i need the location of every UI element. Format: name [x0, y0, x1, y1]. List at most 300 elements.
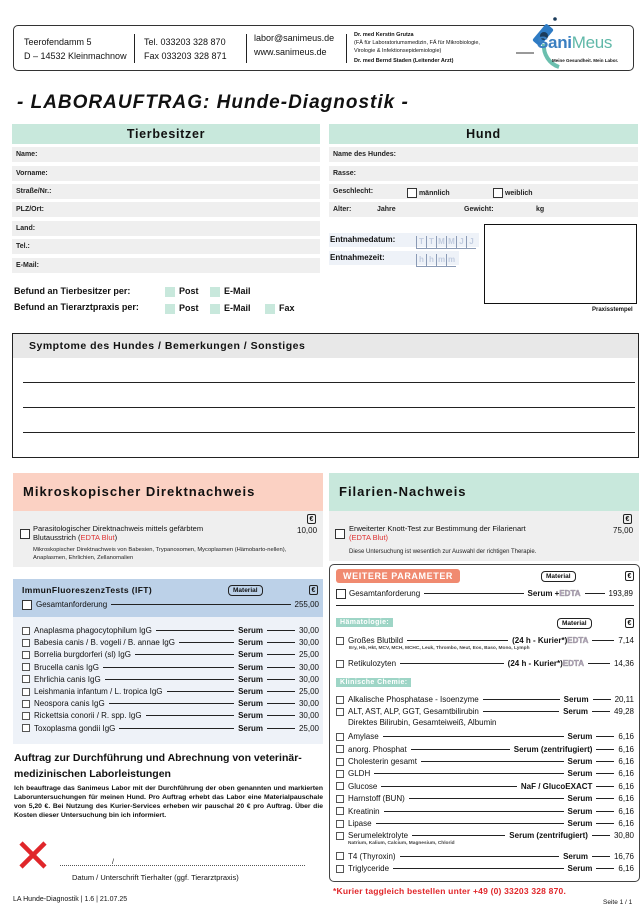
date-digit[interactable]: J: [456, 236, 466, 248]
test-row[interactable]: [22, 686, 319, 697]
test-row[interactable]: [336, 706, 634, 717]
leader-line: [384, 811, 564, 812]
dog-heading: Hund: [329, 124, 638, 144]
micro-section: [13, 511, 323, 567]
item-name: Brucella canis IgG: [34, 662, 99, 672]
dog-sex-row: [329, 184, 638, 199]
item-price: 193,89: [608, 589, 633, 598]
date-digit[interactable]: M: [436, 236, 446, 248]
item-material: Serum (zentrifugiert): [509, 831, 588, 841]
test-row[interactable]: [22, 637, 319, 648]
item-price: 6,16: [618, 744, 634, 754]
item-price: 30,00: [298, 699, 319, 709]
practice-stamp-box[interactable]: [484, 224, 637, 304]
micro-note: Mikroskopischer Direktnachweis von Babesien, Trypanosomen, Mycoplasmen (Hämobarto-nellen), Anaplasmen, Ehrlichien, Zellanomalien: [33, 547, 287, 561]
owner-street-field[interactable]: Straße/Nr.:: [12, 184, 320, 199]
owner-email-field[interactable]: E-Mail:: [12, 258, 320, 273]
checkbox-icon[interactable]: [336, 745, 344, 753]
item-price: 25,00: [298, 687, 319, 696]
sample-date-label: Entnahmedatum:: [330, 235, 396, 244]
item-price: 16,76: [613, 851, 634, 861]
item-price: 6,16: [618, 781, 634, 791]
phone-number: Tel. 033203 328 870: [144, 37, 226, 47]
test-row[interactable]: [336, 830, 634, 841]
doctor-title: Virologie & Infektionsepidemiologie): [354, 48, 442, 54]
test-row[interactable]: [22, 662, 319, 673]
material-column-label: Material: [228, 585, 263, 596]
item-price: 25,00: [298, 723, 319, 733]
owner-name-field[interactable]: Name:: [12, 147, 320, 162]
item-material: Serum: [567, 732, 593, 742]
item-price: 6,16: [618, 806, 634, 816]
test-row[interactable]: [22, 698, 319, 709]
courier-note: *Kurier taggleich bestellen unter +49 (0) 33203 328 870.: [333, 886, 567, 896]
address-street: Teerofendamm 5: [24, 37, 92, 47]
option-label: E-Mail: [224, 303, 251, 313]
item-name: Großes Blutbild: [348, 636, 404, 645]
page-title: - LABORAUFTRAG: Hunde-Diagnostik -: [17, 92, 409, 113]
consent-heading: Auftrag zur Durchführung und Abrechnung von veterinär-medizinischen Laborleistungen: [14, 752, 302, 780]
date-boxes[interactable]: [416, 234, 476, 249]
item-price: 49,28: [613, 707, 634, 717]
item-name: ALT, AST, ALP, GGT, Gesamtbilirubin: [348, 707, 479, 717]
item-name: Neospora canis IgG: [34, 699, 105, 709]
item-material: Serum: [238, 674, 263, 684]
euro-icon: €: [309, 585, 318, 595]
time-digit[interactable]: m: [447, 255, 456, 264]
owner-email-checkbox[interactable]: [210, 286, 251, 297]
option-label: Post: [179, 286, 199, 296]
item-price: 25,00: [298, 650, 319, 660]
address: [24, 35, 127, 63]
item-material: Serum: [567, 819, 593, 828]
date-digit[interactable]: T: [426, 236, 436, 248]
test-row[interactable]: [336, 635, 634, 646]
leader-line: [596, 736, 614, 737]
letterhead: [13, 25, 634, 71]
leader-line: [267, 630, 295, 631]
leader-line: [407, 640, 508, 641]
test-row[interactable]: [22, 625, 319, 636]
item-price: 30,00: [298, 711, 319, 721]
test-row[interactable]: [336, 694, 634, 705]
leader-line: [119, 728, 234, 729]
leader-line: [588, 663, 610, 664]
male-checkbox[interactable]: [407, 186, 450, 201]
item-note: Ery, Hb, Hkt, MCV, MCH, MCHC, Leuk, Thrombo, Neut, Eos, Baso, Mono, Lymph: [349, 646, 530, 651]
leader-line: [424, 593, 523, 594]
micro-checkbox[interactable]: [20, 529, 30, 539]
item-name: Ehrlichia canis IgG: [34, 674, 101, 684]
item-material: Serum: [238, 626, 263, 635]
micro-item-label: Parasitologischer Direktnachweis mittels gefärbtem Blutausstrich (EDTA Blut): [33, 524, 204, 542]
checkbox-icon[interactable]: [336, 820, 344, 828]
logo-text: SaniMeus: [537, 33, 613, 52]
symptoms-line[interactable]: [23, 432, 635, 433]
leader-line: [592, 835, 610, 836]
option-label: E-Mail: [224, 286, 251, 296]
item-name: Serumelektrolyte: [348, 831, 409, 841]
owner-heading: Tierbesitzer: [12, 124, 320, 144]
filarien-item-label: Erweiterter Knott-Test zur Bestimmung der Filarienart (EDTA Blut): [349, 524, 526, 542]
checkbox-icon: [165, 287, 175, 297]
test-row[interactable]: [336, 768, 634, 779]
leader-line: [383, 736, 564, 737]
leader-line: [483, 711, 559, 712]
time-digit[interactable]: h: [426, 254, 436, 266]
checkbox-icon[interactable]: [336, 852, 344, 860]
vet-post-checkbox[interactable]: [165, 303, 199, 314]
checkbox-icon[interactable]: [336, 770, 344, 778]
vet-email-checkbox[interactable]: [210, 303, 251, 314]
item-price: 6,16: [618, 819, 634, 828]
test-row[interactable]: [22, 723, 319, 734]
item-name: Harnstoff (BUN): [348, 794, 405, 804]
leader-line: [596, 786, 614, 787]
filarien-section: [329, 511, 639, 561]
item-price: 6,16: [618, 757, 634, 766]
date-digit[interactable]: T: [416, 236, 426, 248]
checkbox-icon[interactable]: [22, 700, 30, 708]
version-label: LA Hunde-Diagnostik | 1.6 | 21.07.25: [13, 896, 128, 903]
leader-line: [400, 856, 560, 857]
sex-label: Geschlecht:: [333, 188, 374, 195]
checkbox-icon: [407, 188, 417, 198]
symptoms-box: [12, 333, 639, 458]
owner-city-field[interactable]: PLZ/Ort:: [12, 202, 320, 217]
checkbox-icon[interactable]: [336, 795, 344, 803]
item-price: 30,00: [298, 638, 319, 648]
dog-breed-field[interactable]: Rasse:: [329, 166, 638, 181]
item-price: 30,00: [298, 626, 319, 635]
test-row[interactable]: [336, 756, 634, 767]
item-price: 30,00: [298, 674, 319, 684]
item-material: Serum: [238, 687, 263, 696]
test-row[interactable]: [336, 806, 634, 817]
leader-line: [596, 823, 614, 824]
filarien-price: 75,00: [613, 526, 634, 535]
item-name: GLDH: [348, 769, 371, 779]
item-name: anorg. Phosphat: [348, 744, 407, 754]
checkbox-icon[interactable]: [336, 865, 344, 873]
filarien-checkbox[interactable]: [335, 529, 345, 539]
befund-owner-label: Befund an Tierbesitzer per:: [14, 286, 131, 296]
divider: [346, 34, 347, 63]
checkbox-icon[interactable]: [336, 782, 344, 790]
checkbox-icon: [493, 188, 503, 198]
owner-firstname-field[interactable]: Vorname:: [12, 166, 320, 181]
filarien-heading: Filarien-Nachweis: [329, 473, 639, 511]
divider: [134, 34, 135, 63]
item-name: Glucose: [348, 781, 378, 791]
item-price: 6,16: [618, 864, 634, 874]
leader-line: [393, 868, 563, 869]
euro-icon: €: [625, 618, 634, 628]
euro-icon: €: [625, 571, 634, 581]
leader-line: [585, 593, 605, 594]
item-material: Serum: [238, 662, 263, 672]
item-material: Serum: [567, 794, 593, 804]
haematology-badge: Hämatologie:: [336, 618, 393, 627]
leader-line: [167, 691, 235, 692]
checkbox-icon: [165, 304, 175, 314]
test-row[interactable]: [22, 710, 319, 721]
fax-number: Fax 033203 328 871: [144, 51, 227, 61]
leader-line: [596, 749, 614, 750]
sign-here-x-icon: [18, 840, 48, 870]
leader-line: [103, 667, 234, 668]
option-label: weiblich: [504, 190, 533, 197]
item-name: Retikulozyten: [348, 659, 397, 668]
test-row[interactable]: [22, 649, 319, 660]
sample-time-label: Entnahmezeit:: [330, 253, 385, 262]
checkbox-icon[interactable]: [22, 627, 30, 635]
checkbox-icon[interactable]: [336, 708, 344, 716]
more-total-row[interactable]: [336, 588, 633, 599]
item-name: Leishmania infantum / L. tropica IgG: [34, 687, 163, 696]
material-column-label: Material: [557, 618, 592, 629]
item-name: Alkalische Phosphatase - Isoenzyme: [348, 695, 479, 704]
item-material: Serum +: [527, 589, 560, 598]
checkbox-icon[interactable]: [22, 675, 30, 683]
signature-label: Datum / Unterschrift Tierhalter (ggf. Tierarztpraxis): [72, 873, 239, 882]
edta-label: EDTA: [567, 636, 589, 645]
divider: [246, 34, 247, 63]
test-row[interactable]: [336, 731, 634, 742]
micro-heading: Mikroskopischer Direktnachweis: [13, 473, 323, 511]
item-price: 14,36: [613, 659, 634, 668]
leader-line: [596, 773, 614, 774]
item-name: Borrelia burgdorferi (sl) IgG: [34, 650, 131, 660]
ift-total-row[interactable]: [22, 599, 319, 610]
checkbox-icon[interactable]: [22, 688, 30, 696]
leader-line: [267, 679, 295, 680]
leader-line: [111, 604, 290, 605]
item-name: Lipase: [348, 819, 372, 828]
test-row[interactable]: [336, 781, 634, 792]
email-link[interactable]: labor@sanimeus.de: [254, 33, 335, 43]
dog-age-weight-row[interactable]: [329, 202, 638, 217]
checkbox-icon[interactable]: [336, 832, 344, 840]
euro-icon: €: [307, 514, 316, 524]
leader-line: [267, 691, 295, 692]
test-row[interactable]: [22, 674, 319, 685]
leader-line: [400, 663, 504, 664]
consent-text: Ich beauftrage das Sanimeus Labor mit der Durchführung der oben genannten und markierten Laboruntersuchungen für meinen Hund. Pro Auftrag erhebt das Labor eine Materialpauschale von 5,20 €. Bei Nutzung des Kurier-Services erheben wir pauschal 20 € pro Auftrag. Über die Kosten dieser Untersuchung bin ich informiert.: [14, 785, 323, 819]
item-name: Cholesterin gesamt: [348, 757, 417, 766]
sample-date-row[interactable]: [329, 233, 479, 247]
test-row[interactable]: [336, 744, 634, 755]
checkbox-icon: [265, 304, 275, 314]
years-label: Jahre: [377, 206, 396, 213]
item-price: 7,14: [618, 636, 634, 645]
divider: [336, 605, 634, 606]
item-name: Gesamtanforderung: [349, 589, 421, 598]
test-row[interactable]: [336, 863, 634, 874]
item-name: Babesia canis / B. vogeli / B. annae IgG: [34, 638, 175, 648]
signature-slash: /: [112, 859, 114, 866]
item-name: T4 (Thyroxin): [348, 851, 396, 861]
checkbox-icon: [210, 304, 220, 314]
checkbox-icon[interactable]: [336, 637, 344, 645]
test-row[interactable]: [336, 793, 634, 804]
item-material: Serum: [563, 851, 588, 861]
item-name: Kreatinin: [348, 806, 380, 816]
item-name: Amylase: [348, 732, 379, 742]
test-row[interactable]: [336, 818, 634, 829]
option-label: Post: [179, 303, 199, 313]
test-row[interactable]: [336, 851, 634, 862]
item-price: 30,80: [613, 831, 634, 841]
kg-label: kg: [536, 206, 545, 213]
leader-line: [135, 654, 234, 655]
web-block: [254, 31, 334, 59]
chemistry-badge: Klinische Chemie:: [336, 678, 411, 687]
item-name: Toxoplasma gondii IgG: [34, 723, 116, 733]
item-price: 6,16: [618, 769, 634, 779]
checkbox-icon[interactable]: [336, 733, 344, 741]
material-column-label: Material: [541, 571, 576, 582]
leader-line: [267, 654, 295, 655]
item-material: Serum: [563, 695, 589, 704]
item-material: Serum: [567, 757, 593, 766]
checkbox-icon[interactable]: [336, 758, 344, 766]
ift-section: [13, 579, 323, 744]
ift-heading: ImmunFluoreszenzTests (IFT): [22, 585, 153, 595]
item-price: 255,00: [294, 600, 319, 609]
item-material: NaF / GlucoEXACT: [520, 781, 593, 791]
logo-slogan: Meine Gesundheit. Mein Labor.: [552, 58, 619, 63]
checkbox-icon: [336, 589, 346, 599]
item-material: Serum: [238, 711, 263, 721]
stamp-label: Praxisstempel: [592, 307, 633, 313]
item-material: (24 h - Kurier*): [512, 636, 568, 645]
checkbox-icon[interactable]: [336, 696, 344, 704]
doctor-title: (FÄ für Laboratoriumsmedizin, FÄ für Mikrobiologie,: [354, 40, 480, 46]
time-digit[interactable]: m: [437, 255, 446, 264]
doctor-name: Dr. med Bernd Staden (Leitender Arzt): [354, 58, 454, 64]
signature-line[interactable]: [60, 865, 305, 866]
micro-price: 10,00: [297, 526, 318, 535]
leader-line: [156, 630, 234, 631]
item-material: Serum (zentrifugiert): [513, 744, 593, 754]
more-params-section: [329, 564, 640, 882]
leader-line: [483, 699, 560, 700]
age-label: Alter:: [333, 206, 352, 213]
item-material: Serum: [238, 638, 263, 648]
material-label: EDTA Blut: [80, 533, 115, 542]
item-price: 6,16: [618, 794, 634, 804]
item-price: 20,11: [614, 695, 634, 704]
vet-fax-checkbox[interactable]: [265, 303, 295, 314]
item-name: Anaplasma phagocytophilum IgG: [34, 626, 152, 635]
symptoms-heading: Symptome des Hundes / Bemerkungen / Sonstiges: [13, 334, 638, 358]
time-boxes[interactable]: [416, 252, 456, 267]
leader-line: [596, 761, 614, 762]
page-number: Seite 1 / 1: [603, 899, 633, 906]
leader-line: [109, 703, 234, 704]
leader-line: [381, 786, 517, 787]
item-name: Triglyceride: [348, 864, 390, 874]
symptoms-line[interactable]: [23, 382, 635, 383]
item-material: Serum: [238, 650, 263, 660]
leader-line: [376, 823, 564, 824]
euro-icon: €: [623, 514, 632, 524]
date-digit[interactable]: M: [446, 236, 456, 248]
item-name: Rickettsia conorii / R. spp. IgG: [34, 711, 142, 721]
material-label: (EDTA Blut): [349, 533, 389, 542]
website-link[interactable]: www.sanimeus.de: [254, 47, 327, 57]
symptoms-line[interactable]: [23, 407, 635, 408]
item-material: (24 h - Kurier*): [507, 659, 563, 668]
item-name: Gesamtanforderung: [36, 600, 108, 609]
leader-line: [596, 811, 614, 812]
dog-name-field[interactable]: Name des Hundes:: [329, 147, 638, 162]
leader-line: [267, 667, 295, 668]
leader-line: [421, 761, 564, 762]
checkbox-icon[interactable]: [22, 651, 30, 659]
checkbox-icon[interactable]: [22, 724, 30, 732]
leader-line: [374, 773, 563, 774]
edta-label: EDTA: [562, 659, 584, 668]
owner-phone-field[interactable]: Tel.:: [12, 239, 320, 254]
item-material: Serum: [567, 806, 593, 816]
leader-line: [411, 749, 510, 750]
checkbox-icon: [210, 287, 220, 297]
leader-line: [596, 868, 614, 869]
sample-time-row[interactable]: [329, 251, 459, 265]
option-label: männlich: [418, 190, 450, 197]
leader-line: [593, 699, 611, 700]
leader-line: [267, 715, 295, 716]
leader-line: [592, 711, 610, 712]
time-digit[interactable]: h: [416, 254, 426, 266]
checkbox-icon[interactable]: [22, 639, 30, 647]
date-digit[interactable]: J: [466, 236, 476, 248]
test-row[interactable]: [336, 658, 634, 669]
leader-line: [596, 798, 614, 799]
sanimeus-logo: [504, 14, 634, 70]
item-material: Serum: [567, 769, 593, 779]
address-city: D – 14532 Kleinmachnow: [24, 51, 127, 61]
leader-line: [592, 640, 614, 641]
item-subtitle: Direktes Bilirubin, Gesamteiweiß, Albumin: [348, 718, 497, 728]
female-checkbox[interactable]: [493, 186, 533, 201]
leader-line: [267, 703, 295, 704]
leader-line: [267, 728, 295, 729]
checkbox-icon[interactable]: [22, 663, 30, 671]
owner-country-field[interactable]: Land:: [12, 221, 320, 236]
weight-label: Gewicht:: [464, 206, 494, 213]
checkbox-icon[interactable]: [336, 807, 344, 815]
checkbox-icon[interactable]: [22, 712, 30, 720]
leader-line: [146, 715, 234, 716]
edta-label: EDTA: [559, 589, 581, 598]
item-material: Serum: [567, 864, 593, 874]
leader-line: [412, 835, 505, 836]
item-material: Serum: [238, 699, 263, 709]
item-price: 30,00: [298, 662, 319, 672]
checkbox-icon: [22, 600, 32, 610]
leader-line: [179, 642, 234, 643]
owner-post-checkbox[interactable]: [165, 286, 199, 297]
checkbox-icon[interactable]: [336, 660, 344, 668]
more-params-heading: WEITERE PARAMETER: [336, 569, 460, 583]
doctors-block: [354, 31, 480, 65]
leader-line: [105, 679, 234, 680]
leader-line: [267, 642, 295, 643]
doctor-name: Dr. med Kerstin Grutza: [354, 32, 414, 38]
